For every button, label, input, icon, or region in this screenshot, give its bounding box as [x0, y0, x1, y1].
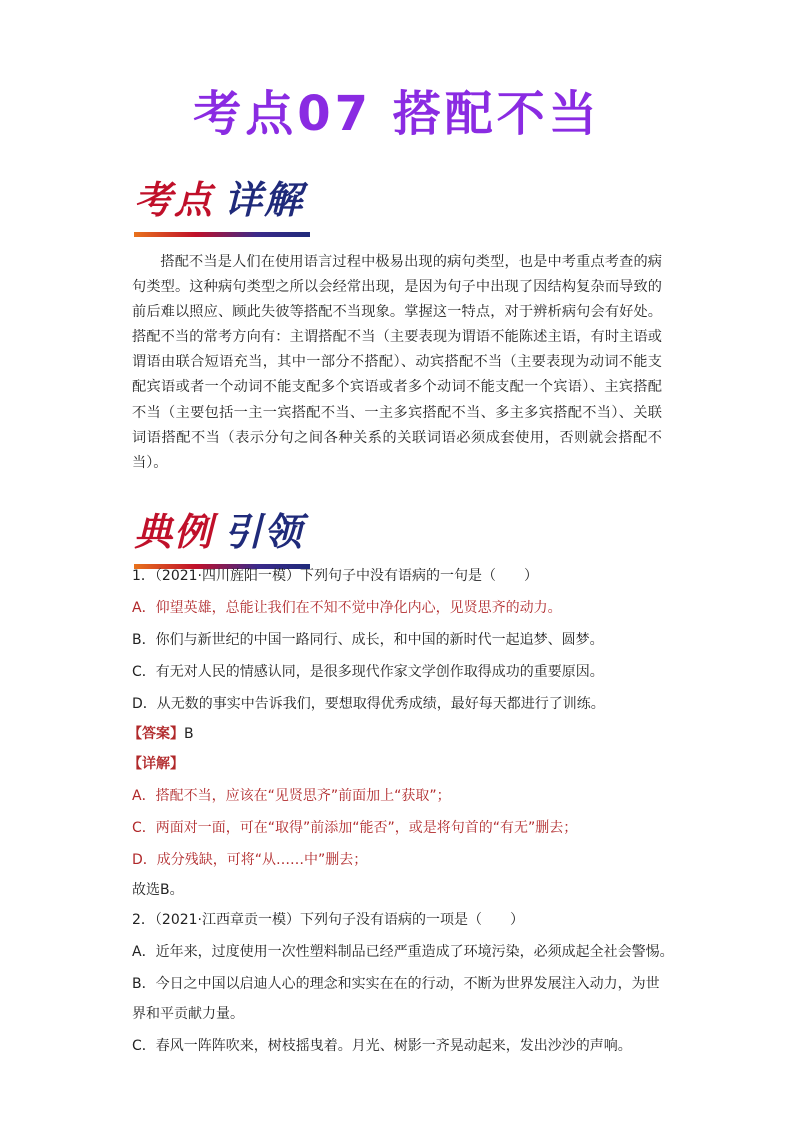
question-2-option-a: A．近年来，过度使用一次性塑料制品已经严重造成了环境污染，必须成起全社会警惕。 [132, 944, 674, 960]
section-heading-part2: 引领 [224, 509, 305, 554]
explain-option-a: A．搭配不当，应该在“见贤思齐”前面加上“获取”； [132, 788, 451, 804]
answer-row [128, 724, 678, 744]
question-1-option-a: A．仰望英雄，总能让我们在不知不觉中净化内心，见贤思齐的动力。 [132, 600, 562, 616]
explain-option-c: C．两面对一面，可在“取得”前添加“能否”，或是将句首的“有无”删去； [132, 820, 578, 836]
question-2-stem: 2．（2021·江西章贡一模）下列句子没有语病的一项是（ ） [132, 912, 524, 928]
question-1-option-b: B．你们与新世纪的中国一路同行、成长，和中国的新时代一起追梦、圆梦。 [132, 632, 604, 648]
section-heading-kaodian-xiangjie [134, 178, 304, 228]
section-heading-dianli-yinling [134, 510, 304, 560]
question-2-option-c: C．春风一阵阵吹来，树枝摇曳着。月光、树影一齐晃动起来，发出沙沙的声响。 [132, 1038, 632, 1054]
explain-option-d: D．成分残缺，可将“从……中”删去； [132, 852, 368, 868]
explain-label: 【详解】 [128, 756, 184, 772]
question-2-option-b-line2: 界和平贡献力量。 [132, 1006, 244, 1022]
question-1-option-d: D．从无数的事实中告诉我们，要想取得优秀成绩，最好每天都进行了训练。 [132, 696, 605, 712]
question-1-option-c: C．有无对人民的情感认同，是很多现代作家文学创作取得成功的重要原因。 [132, 664, 604, 680]
page-title: 考点07 搭配不当 [193, 86, 601, 142]
intro-paragraph: 搭配不当是人们在使用语言过程中极易出现的病句类型，也是中考重点考查的病句类型。这种病句类型之所以会经常出现，是因为句子中出现了因结构复杂而导致的前后难以照应、顾此失彼等搭配不当现象。掌握这一特点，对于辨析病句会有好处。搭配不当的常考方向有：主谓搭配不当（主要表现为谓语不能陈述主语，有时主语或谓语由联合短语充当，其中一部分不搭配）、动宾搭配不当（主要表现为动词不能支配宾语或者一个动词不能支配多个宾语或者多个动词不能支配一个宾语）、主宾搭配不当（主要包括一主一宾搭配不当、一主多宾搭配不当、多主多宾搭配不当）、关联词语搭配不当（表示分句之间各种关系的关联词语必须成套使用，否则就会搭配不当）。 [132, 254, 662, 471]
section-heading-part1: 考点 [134, 177, 215, 222]
answer-label: 【答案】 [128, 726, 184, 742]
section-heading-part2: 详解 [224, 177, 305, 222]
section-heading-part1: 典例 [134, 509, 215, 554]
section-underline [134, 232, 310, 237]
question-2-option-b-line1: B．今日之中国以启迪人心的理念和实实在在的行动，不断为世界发展注入动力，为世 [132, 976, 660, 992]
question-1-conclusion: 故选B。 [132, 882, 184, 898]
answer-value: B [184, 726, 194, 742]
question-1-stem: 1．（2021·四川旌阳一模）下列句子中没有语病的一句是（ ） [132, 568, 538, 584]
